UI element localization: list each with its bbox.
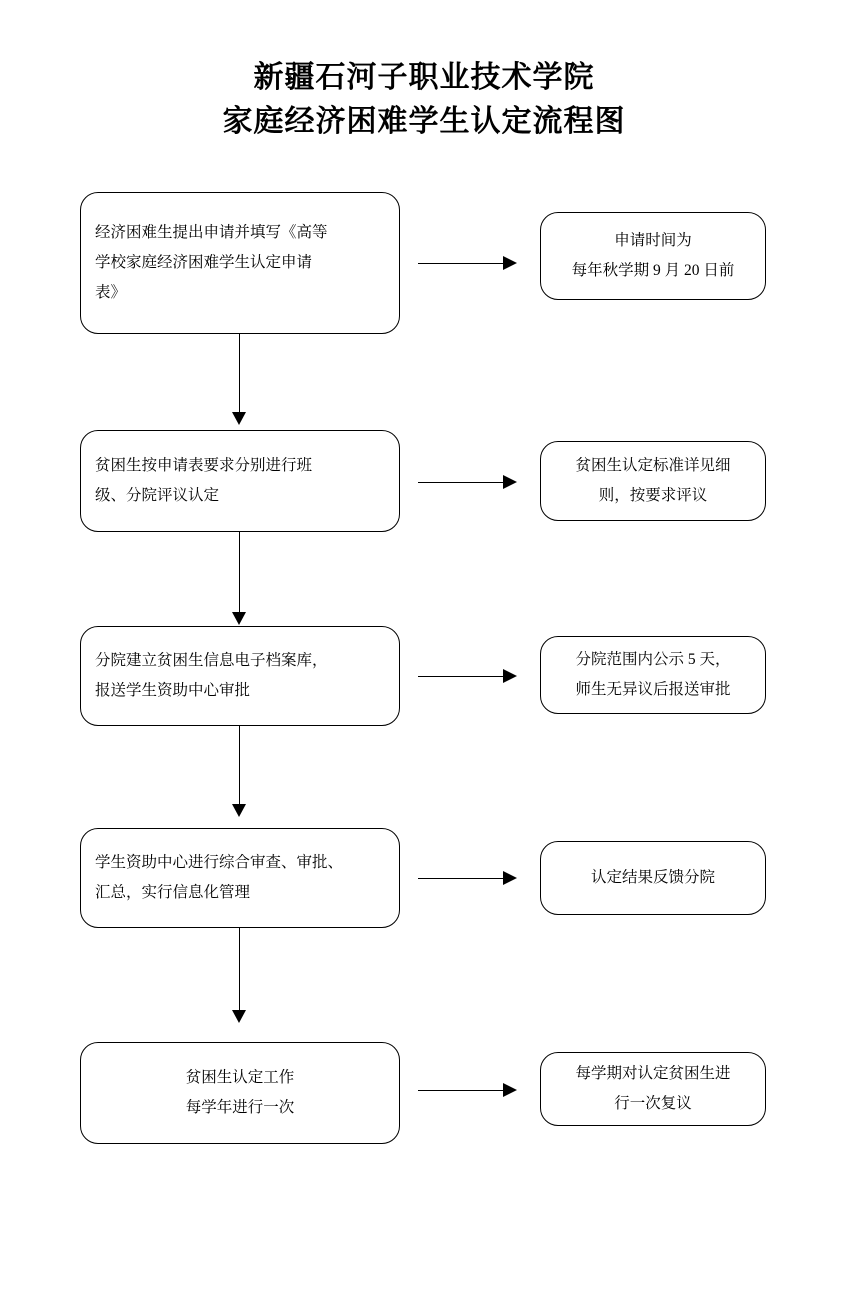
flow-node-text-line: 表》 xyxy=(95,284,127,301)
flow-node-text-line: 贫困生按申请表要求分别进行班 xyxy=(95,457,313,474)
flow-node-text-line: 级、分院评议认定 xyxy=(95,487,220,504)
flow-node-text-line: 报送学生资助中心审批 xyxy=(95,682,251,699)
flow-note-text-line: 行一次复议 xyxy=(614,1095,692,1112)
flow-node-step-3-right xyxy=(540,636,766,714)
flow-note-text-line: 则，按要求评议 xyxy=(598,487,708,504)
connector-line-step-5 xyxy=(418,1090,504,1091)
flow-node-step-2-left xyxy=(80,430,400,532)
connector-line-step-2 xyxy=(418,482,504,483)
flow-node-step-3-left xyxy=(80,626,400,726)
flow-node-text-line: 每学年进行一次 xyxy=(185,1099,295,1116)
connector-arrow-1-to-2 xyxy=(232,412,246,425)
connector-line-4-to-5 xyxy=(239,928,240,1014)
flow-node-text-line: 贫困生认定工作 xyxy=(185,1069,295,1086)
flow-node-step-4-right xyxy=(540,841,766,915)
connector-line-step-4 xyxy=(418,878,504,879)
connector-line-step-3 xyxy=(418,676,504,677)
flow-node-step-5-right xyxy=(540,1052,766,1126)
connector-arrow-4-to-5 xyxy=(232,1010,246,1023)
connector-line-step-1 xyxy=(418,263,504,264)
flow-node-text-line: 分院建立贫困生信息电子档案库， xyxy=(95,652,328,669)
flow-note-text-line: 每年秋学期 9 月 20 日前 xyxy=(571,262,735,279)
flow-note-text-line: 申请时间为 xyxy=(614,232,692,249)
flow-node-text-line: 经济困难生提出申请并填写《高等 xyxy=(95,224,328,241)
flow-node-text-line: 学校家庭经济困难学生认定申请 xyxy=(95,254,313,271)
connector-arrow-3-to-4 xyxy=(232,804,246,817)
title-line-2: 家庭经济困难学生认定流程图 xyxy=(222,105,626,138)
flow-node-step-4-left xyxy=(80,828,400,928)
flow-node-text-line: 学生资助中心进行综合审查、审批、 xyxy=(95,854,344,871)
connector-arrow-step-2 xyxy=(503,475,517,489)
connector-arrow-step-5 xyxy=(503,1083,517,1097)
connector-line-2-to-3 xyxy=(239,532,240,616)
flow-node-step-1-left xyxy=(80,192,400,334)
flow-node-step-1-right xyxy=(540,212,766,300)
flow-note-text-line: 师生无异议后报送审批 xyxy=(575,681,731,698)
connector-arrow-step-3 xyxy=(503,669,517,683)
connector-arrow-2-to-3 xyxy=(232,612,246,625)
connector-line-3-to-4 xyxy=(239,726,240,808)
connector-arrow-step-1 xyxy=(503,256,517,270)
connector-arrow-step-4 xyxy=(503,871,517,885)
flow-node-step-2-right xyxy=(540,441,766,521)
flow-node-text-line: 汇总，实行信息化管理 xyxy=(95,884,251,901)
flow-node-step-5-left xyxy=(80,1042,400,1144)
flow-note-text-line: 贫困生认定标准详见细 xyxy=(575,457,731,474)
title-line-1: 新疆石河子职业技术学院 xyxy=(253,61,595,94)
flow-note-text-line: 认定结果反馈分院 xyxy=(590,869,715,886)
flow-note-text-line: 每学期对认定贫困生进 xyxy=(575,1065,731,1082)
flow-note-text-line: 分院范围内公示 5 天， xyxy=(575,651,731,668)
connector-line-1-to-2 xyxy=(239,334,240,416)
